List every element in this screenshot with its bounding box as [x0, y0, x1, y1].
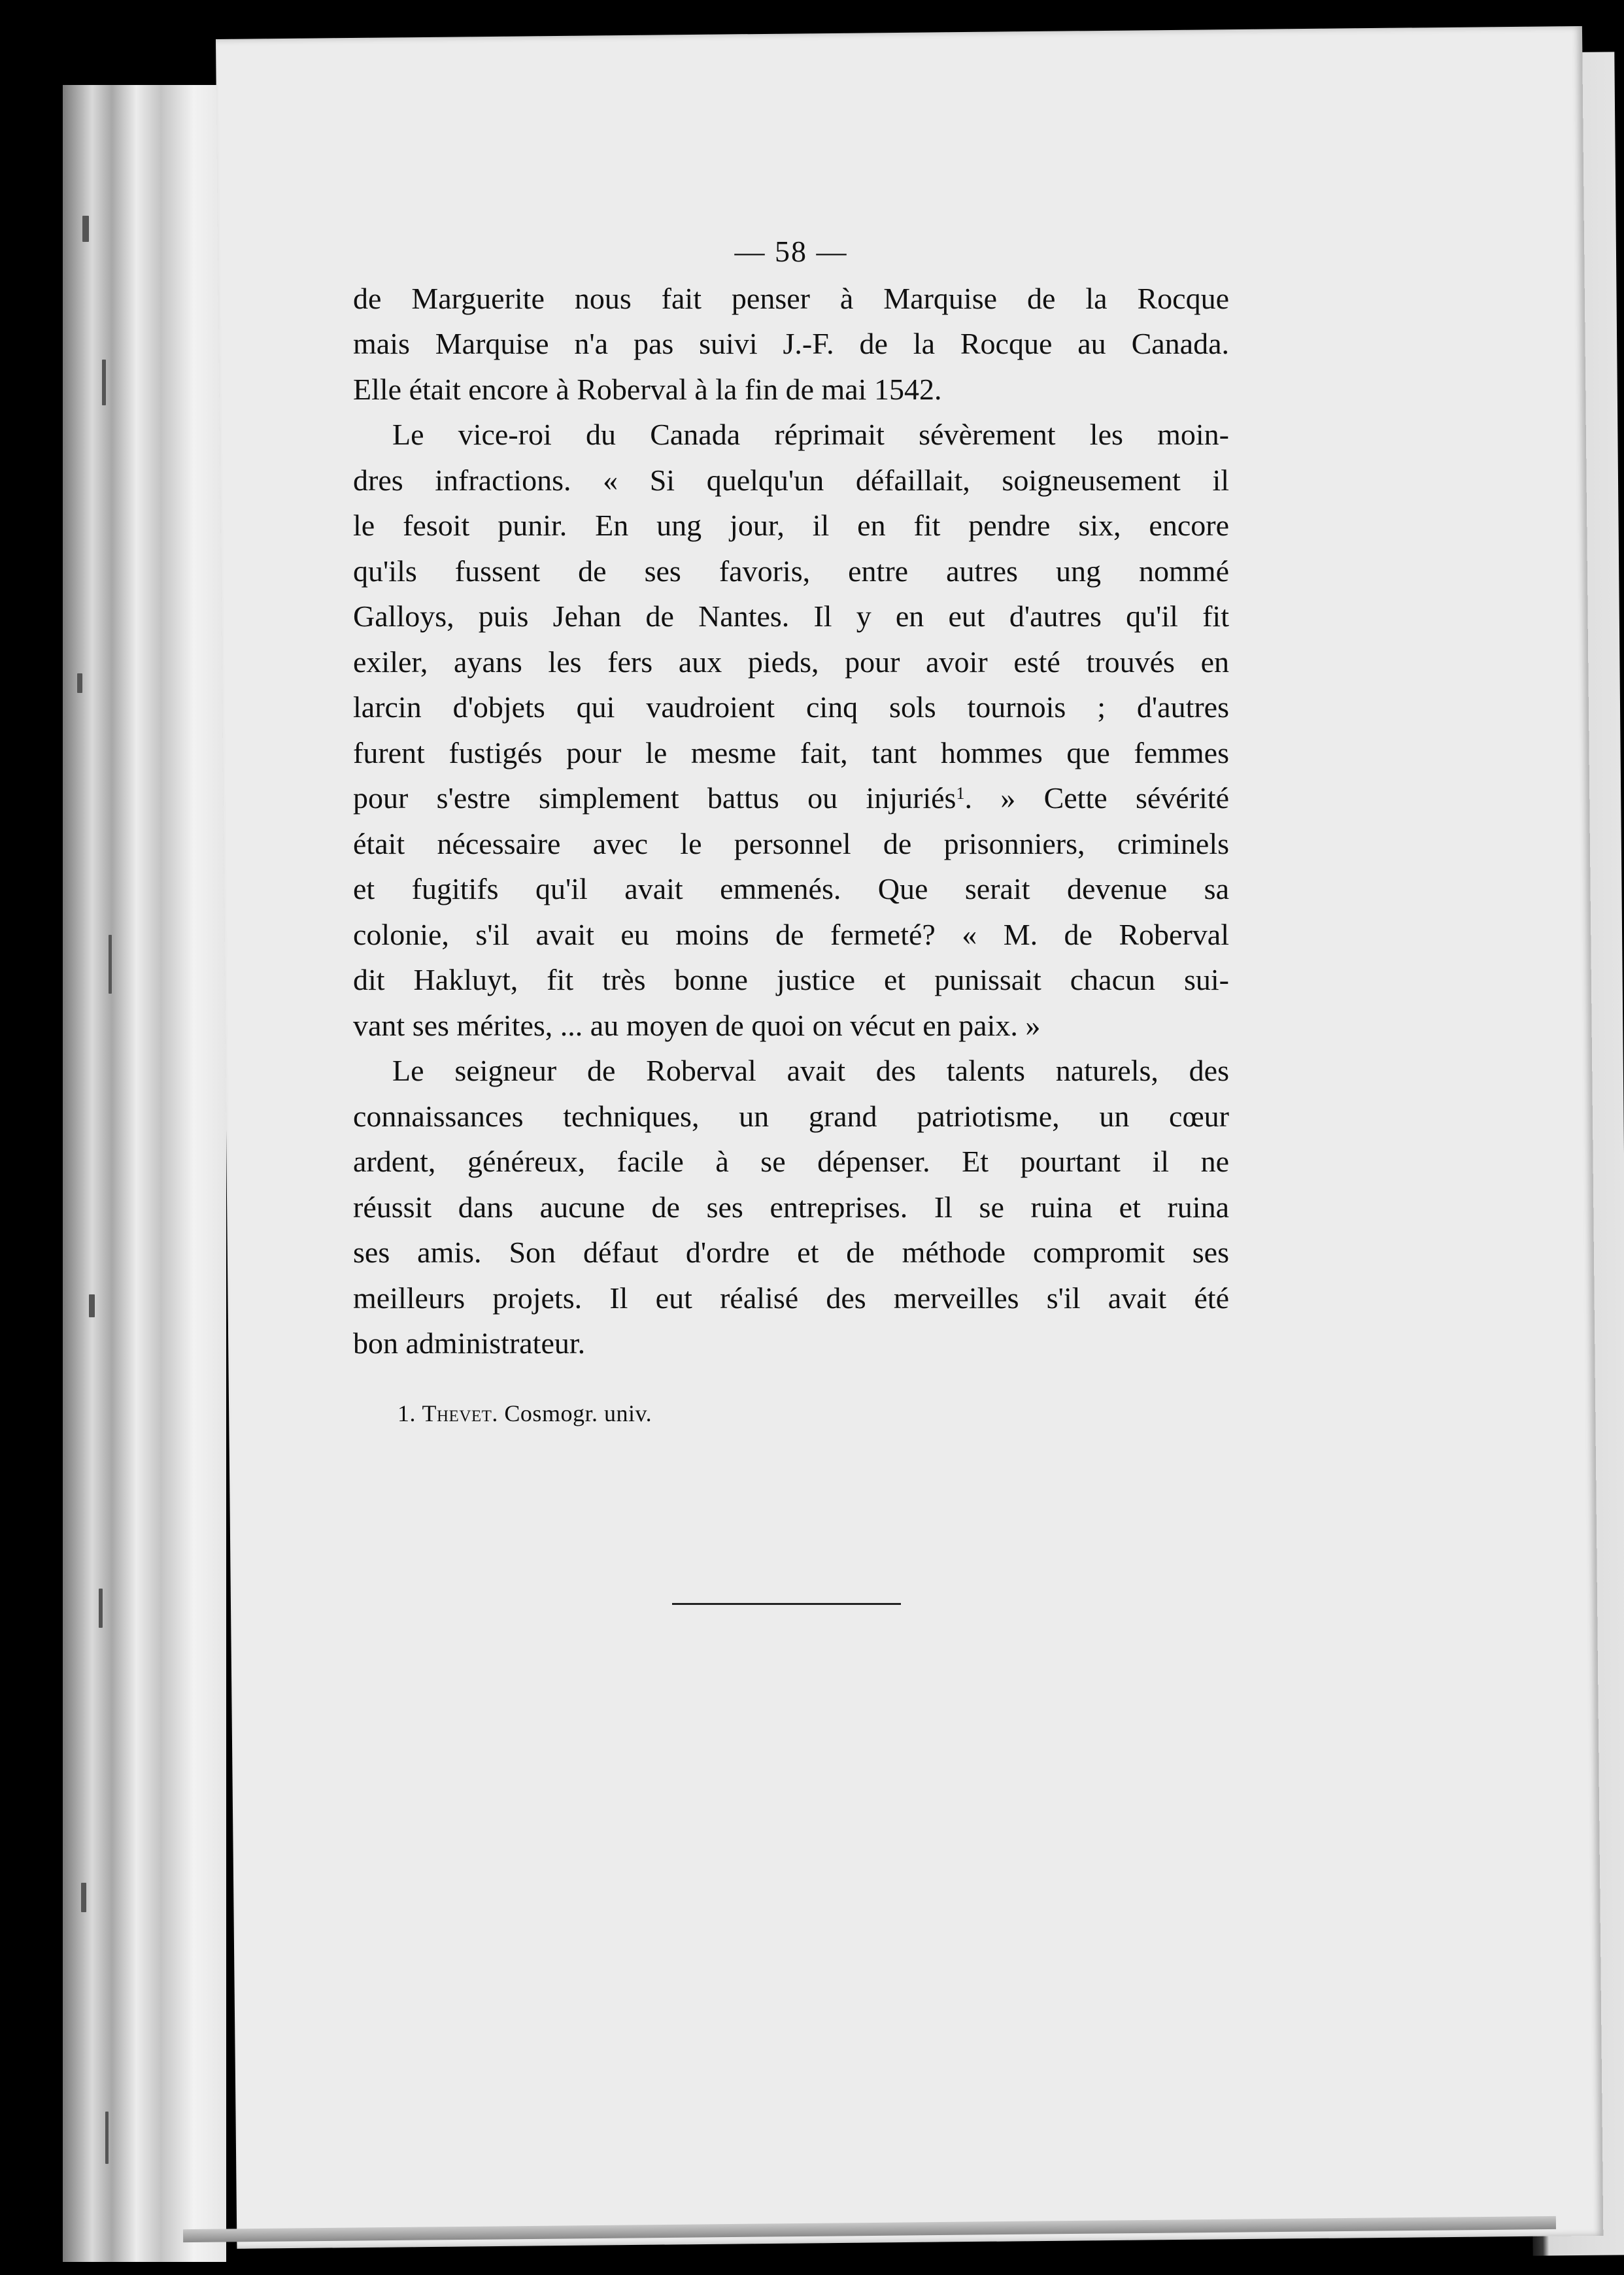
text-line: connaissances techniques, un grand patriotisme, un cœur: [353, 1099, 1229, 1133]
text-line-with-footnote: [353, 775, 1229, 821]
text-line: dres infractions. « Si quelqu'un défaillait, soigneusement il: [353, 463, 1229, 497]
book-spine-gutter: [63, 85, 226, 2262]
text-line: ses amis. Son défaut d'ordre et de méthode compromit ses: [353, 1236, 1229, 1269]
text-line-start: pour s'estre simplement battus ou injuriés: [353, 781, 956, 815]
footnote-marker: 1: [956, 784, 965, 803]
text-line: qu'ils fussent de ses favoris, entre autres ung nommé: [353, 554, 1229, 588]
text-line: Le vice-roi du Canada réprimait sévèrement les moin-: [392, 418, 1229, 451]
text-line: Elle était encore à Roberval à la fin de mai 1542.: [353, 372, 942, 406]
text-line: et fugitifs qu'il avait emmenés. Que serait devenue sa: [353, 872, 1229, 905]
text-line: le fesoit punir. En ung jour, il en fit pendre six, encore: [353, 509, 1229, 542]
page-number: — 58 —: [734, 235, 848, 268]
paragraph-1: [353, 276, 1229, 413]
paragraph-3: [353, 1048, 1229, 1366]
text-line: furent fustigés pour le mesme fait, tant hommes que femmes: [353, 735, 1229, 769]
text-line: de Marguerite nous fait penser à Marquise de la Rocque: [353, 281, 1229, 315]
text-line: Galloys, puis Jehan de Nantes. Il y en eut d'autres qu'il fit: [353, 599, 1229, 633]
text-line: réussit dans aucune de ses entreprises. Il se ruina et ruina: [353, 1190, 1229, 1224]
text-line: dit Hakluyt, fit très bonne justice et punissait chacun sui-: [353, 963, 1229, 996]
text-line: larcin d'objets qui vaudroient cinq sols tournois ; d'autres: [353, 690, 1229, 724]
footnote-reference: . Cosmogr. univ.: [492, 1400, 652, 1426]
text-line: bon administrateur.: [353, 1326, 586, 1360]
text-line: était nécessaire avec le personnel de prisonniers, criminels: [353, 826, 1229, 860]
text-line: ardent, généreux, facile à se dépenser. Et pourtant il ne: [353, 1145, 1229, 1178]
footnote-number: 1.: [398, 1400, 416, 1426]
paragraph-2: [353, 412, 1229, 1048]
end-rule: [672, 1603, 901, 1605]
text-line: vant ses mérites, ... au moyen de quoi on vécut en paix. »: [353, 1008, 1041, 1042]
text-line: exiler, ayans les fers aux pieds, pour avoir esté trouvés en: [353, 645, 1229, 679]
footnote: [353, 1391, 1229, 1437]
text-line: mais Marquise n'a pas suivi J.-F. de la Rocque au Canada.: [353, 327, 1229, 360]
text-line: colonie, s'il avait eu moins de fermeté? « M. de Roberval: [353, 917, 1229, 951]
text-line: Le seigneur de Roberval avait des talents naturels, des: [392, 1054, 1229, 1087]
footnote-author: Thevet: [422, 1400, 492, 1426]
text-line: meilleurs projets. Il eut réalisé des merveilles s'il avait été: [353, 1281, 1229, 1315]
page-text: [353, 229, 1229, 1605]
text-line-end: . » Cette sévérité: [964, 781, 1229, 815]
